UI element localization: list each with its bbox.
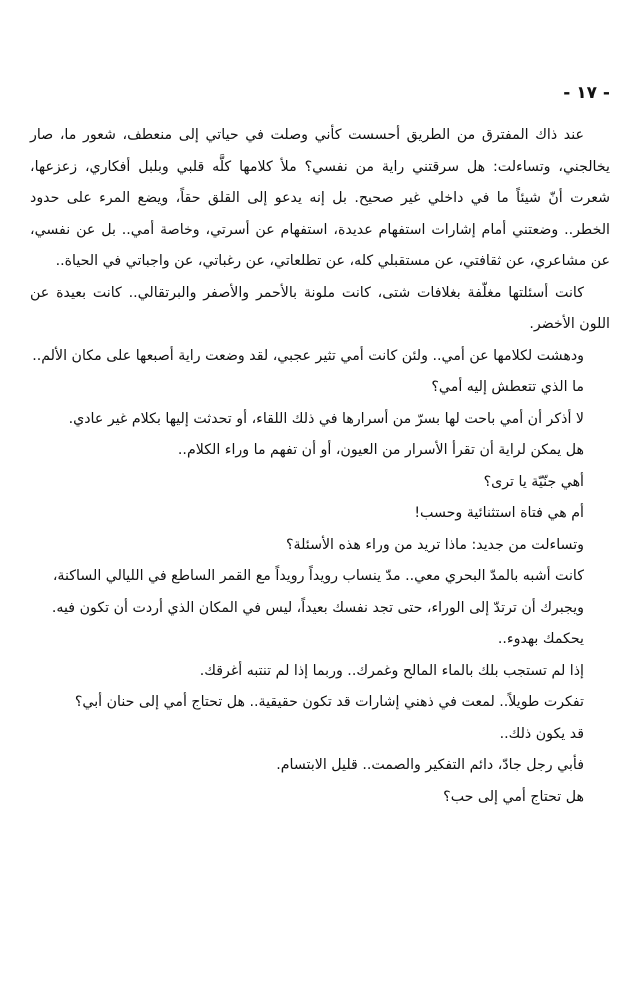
text-line: ويجبرك أن ترتدّ إلى الوراء، حتى تجد نفسك بعيداً، ليس في المكان الذي أردت أن تكون فيه. [51, 599, 584, 616]
page-number: - ١٧ - [563, 83, 610, 103]
text-line: ما الذي تتعطش إليه أمي؟ [431, 379, 584, 395]
paragraph: ودهشت لكلامها عن أمي.. ولئن كانت أمي تثير عجبي، لقد وضعت راية أصبعها على مكان الألم.. [32, 347, 584, 364]
text-line: تفكرت طويلاً.. لمعت في ذهني إشارات قد تكون حقيقية.. هل تحتاج أمي إلى حنان أبي؟ [74, 694, 584, 710]
text-line: هل تحتاج أمي إلى حب؟ [443, 788, 584, 805]
text-line: وتساءلت من جديد: ماذا تريد من وراء هذه الأسئلة؟ [285, 536, 584, 553]
text-line: هل يمكن لراية أن تقرأ الأسرار من العيون، أو أن تفهم ما وراء الكلام.. [177, 442, 584, 458]
text-line: إذا لم تستجب بلك بالماء المالح وغمرك.. وربما إذا لم تنتبه أغرقك. [199, 662, 584, 679]
text-line: قد يكون ذلك.. [499, 725, 584, 742]
paragraph: كانت أسئلتها مغلّفة بغلافات شتى، كانت ملونة بالأحمر والأصفر والبرتقالي.. كانت بعيدة عن اللون الأخضر. [30, 284, 610, 332]
paragraph: عند ذاك المفترق من الطريق أحسست كأني وصلت في حياتي إلى منعطف، شعور ما، صار يخالجني، وتساءلت: هل سرقتني راية من نفسي؟ ملأ كلامها كلَّه قلبي وبلبل أفكاري، زعزعها، شعرت أنّ شيئاً ما في داخلي غير صحيح. بل إنه يدعو إلى القلق حقاً، ويضع المرء على حدود الخطر.. وضعتني أمام إشارات استفهام عديدة، استفهام عن أسرتي، وخاصة أمي.. بل عن نفسي، عن مشاعري، عن ثقافتي، عن مستقبلي كله، عن تطلعاتي، عن رغباتي، عن واجباتي في الحياة.. [30, 127, 610, 269]
text-line: كانت أشبه بالمدّ البحري معي.. مدّ ينساب رويداً رويداً مع القمر الساطع في الليالي الساكنة، [52, 568, 584, 584]
text-line: فأبي رجل جادّ، دائم التفكير والصمت.. قليل الابتسام. [276, 757, 584, 773]
text-line: يحكمك بهدوء.. [497, 631, 584, 647]
text-line: لا أذكر أن أمي باحت لها بسرّ من أسرارها في ذلك اللقاء، أو تحدثت إليها بكلام غير عادي. [68, 410, 584, 427]
page-body [30, 120, 610, 813]
text-line: أم هي فتاة استثنائية وحسب! [414, 505, 584, 521]
text-line: أهي جنّيّة يا ترى؟ [483, 473, 584, 490]
